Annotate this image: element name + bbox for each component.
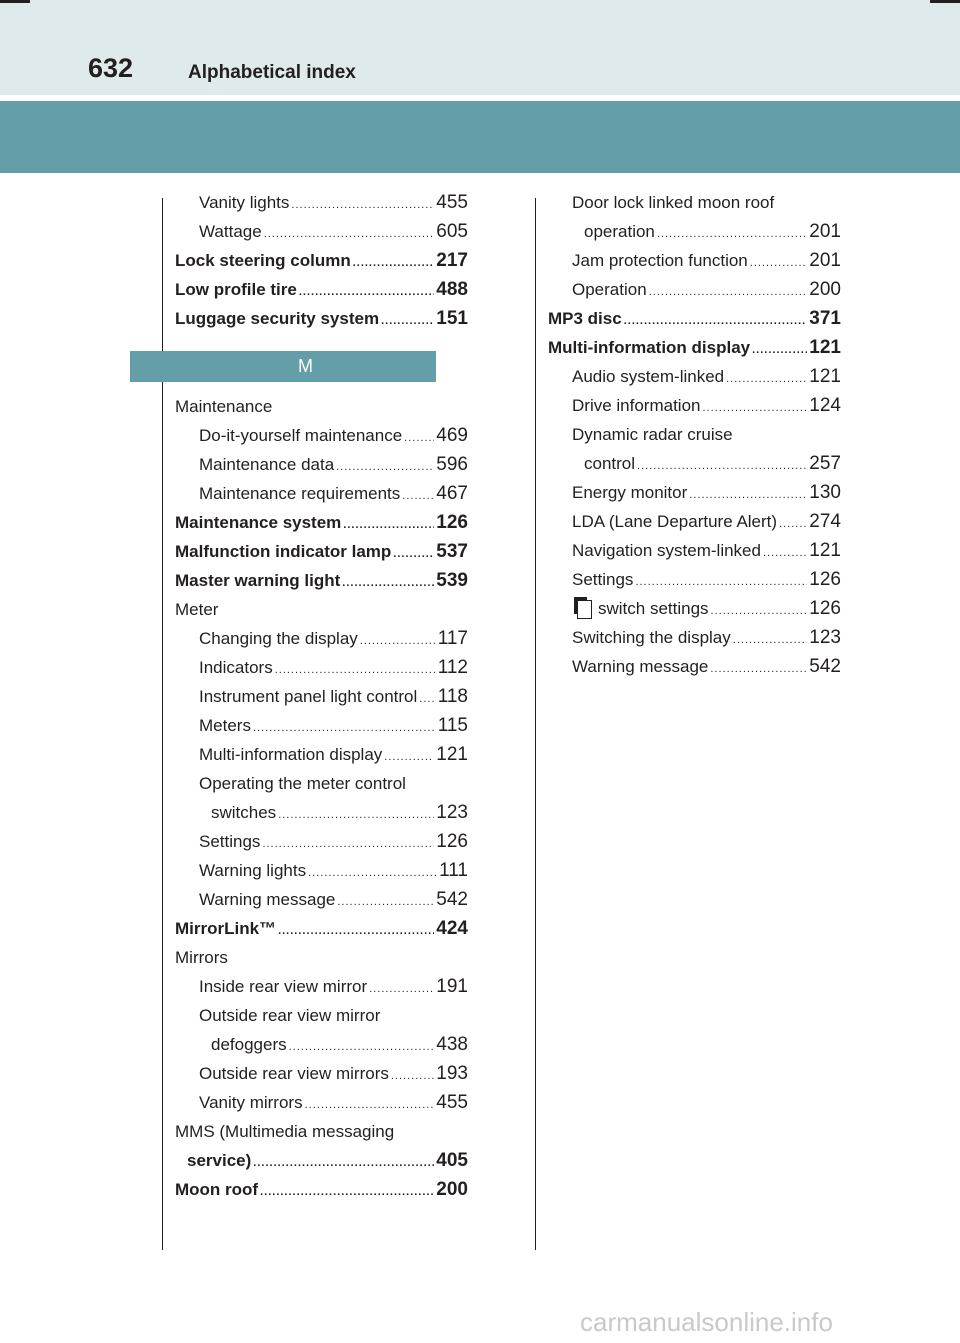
entries-m-continued [548, 188, 841, 681]
index-entry[interactable] [548, 333, 841, 362]
index-entry[interactable] [548, 536, 841, 565]
leader-dots [275, 656, 436, 685]
index-entry-text: Meter [175, 600, 219, 619]
index-entry[interactable] [548, 565, 841, 594]
index-entry[interactable] [175, 275, 468, 304]
index-entry-page[interactable]: 126 [436, 512, 468, 533]
index-entry-text: Navigation system-linked [572, 541, 761, 560]
index-entry-page[interactable]: 151 [436, 308, 468, 329]
leader-dots [711, 597, 808, 626]
header-band [0, 0, 960, 95]
index-entry[interactable] [175, 856, 468, 885]
leader-dots [253, 1149, 434, 1178]
leader-dots [624, 307, 808, 336]
index-entry-page[interactable]: 121 [436, 744, 468, 765]
index-entry[interactable] [548, 304, 841, 333]
index-entry-text: Vanity lights [199, 193, 290, 212]
index-entry-text: Vanity mirrors [199, 1093, 303, 1112]
index-entry[interactable] [175, 450, 468, 479]
index-entry[interactable] [548, 391, 841, 420]
index-entry-text: Jam protection function [572, 251, 748, 270]
index-column-left [175, 188, 468, 1204]
index-entry[interactable] [175, 711, 468, 740]
index-entry-text: Settings [572, 570, 634, 589]
index-entry-page[interactable]: 469 [436, 425, 468, 446]
index-entry-page[interactable]: 424 [436, 918, 468, 939]
index-entry[interactable] [548, 275, 841, 304]
index-entry-text: MMS (Multimedia messaging [175, 1122, 395, 1141]
index-entry [175, 1117, 468, 1146]
index-entry-text: Multi-information display [548, 338, 751, 357]
leader-dots [264, 220, 435, 249]
leader-dots [763, 539, 807, 568]
index-entry[interactable] [548, 594, 841, 623]
index-entry[interactable] [175, 885, 468, 914]
index-entry-text: Operating the meter control [199, 774, 406, 793]
index-entry-text: Maintenance requirements [199, 484, 401, 503]
index-entry-text: Audio system-linked [572, 367, 725, 386]
index-entry[interactable] [548, 507, 841, 536]
index-entry-page[interactable]: 371 [809, 308, 841, 329]
index-entry-text: Low profile tire [175, 280, 297, 299]
index-entry[interactable] [175, 1088, 468, 1117]
leader-dots [278, 917, 434, 946]
index-entry[interactable] [175, 246, 468, 275]
index-entry-page[interactable]: 488 [436, 279, 468, 300]
leader-dots [726, 365, 807, 394]
index-entry-page[interactable]: 117 [437, 628, 468, 649]
leader-dots [369, 975, 434, 1004]
index-entry-page[interactable]: 274 [809, 511, 841, 532]
index-entry-text: service) [187, 1151, 252, 1170]
index-entry[interactable] [548, 449, 841, 478]
index-entry-text: operation [584, 222, 655, 241]
leader-dots [260, 1178, 434, 1207]
index-entry[interactable] [175, 798, 468, 827]
index-entry[interactable] [175, 827, 468, 856]
index-entry-text: Meters [199, 716, 251, 735]
index-entry-text: Warning message [572, 657, 709, 676]
index-entry-page[interactable]: 201 [809, 221, 841, 242]
index-entry-page[interactable]: 200 [436, 1179, 468, 1200]
index-entry [175, 769, 468, 798]
chapter-band [0, 101, 960, 173]
leader-dots [381, 307, 434, 336]
index-entry [175, 595, 468, 624]
index-entry-text: Maintenance system [175, 513, 342, 532]
index-entry-text: Maintenance [175, 397, 273, 416]
leader-dots [337, 888, 434, 917]
index-entry-page[interactable]: 217 [436, 250, 468, 271]
index-entry[interactable] [175, 217, 468, 246]
index-entry-text: Inside rear view mirror [199, 977, 368, 996]
index-entry-page[interactable]: 542 [809, 656, 841, 677]
index-entry-text: Outside rear view mirror [199, 1006, 381, 1025]
index-entry-text: Moon roof [175, 1180, 259, 1199]
entries-before-m [175, 188, 468, 333]
index-entry [175, 392, 468, 421]
index-entry[interactable] [175, 537, 468, 566]
leader-dots [393, 540, 434, 569]
crop-mark-right [930, 0, 960, 3]
index-entry-text: Door lock linked moon roof [572, 193, 775, 212]
leader-dots [299, 278, 434, 307]
leader-dots [404, 424, 434, 453]
index-entry-text: control [584, 454, 636, 473]
index-entry[interactable] [175, 508, 468, 537]
index-entry-page[interactable]: 124 [809, 395, 841, 416]
leader-dots [308, 859, 437, 888]
index-entry-page[interactable]: 200 [809, 279, 841, 300]
index-entry-text: Instrument panel light control [199, 687, 418, 706]
leader-dots [710, 655, 807, 684]
index-entry-text: Operation [572, 280, 647, 299]
leader-dots [750, 249, 808, 278]
index-entry-page[interactable]: 121 [809, 540, 841, 561]
index-entry-text: Maintenance data [199, 455, 335, 474]
index-entry[interactable] [175, 740, 468, 769]
index-entry-page[interactable]: 467 [436, 483, 468, 504]
index-entry-page[interactable]: 455 [436, 192, 468, 213]
index-entry-page[interactable]: 191 [436, 976, 468, 997]
index-entry-text: Wattage [199, 222, 262, 241]
index-entry-page[interactable]: 537 [436, 541, 468, 562]
index-entry-text: Malfunction indicator lamp [175, 542, 392, 561]
index-entry-text: Warning lights [199, 861, 307, 880]
index-entry [175, 1001, 468, 1030]
index-entry-text: Mirrors [175, 948, 228, 967]
index-entry-text: defoggers [211, 1035, 287, 1054]
index-entry-text: Drive information [572, 396, 701, 415]
index-entry[interactable] [548, 362, 841, 391]
index-entry[interactable] [175, 914, 468, 943]
index-entry[interactable] [175, 1175, 468, 1204]
index-entry-page[interactable]: 257 [809, 453, 841, 474]
leader-dots [305, 1091, 435, 1120]
index-entry-text: LDA (Lane Departure Alert) [572, 512, 778, 531]
index-entry[interactable] [548, 652, 841, 681]
index-entry-text: Settings [199, 832, 261, 851]
index-entry[interactable] [175, 1059, 468, 1088]
index-entry-page[interactable]: 126 [809, 598, 841, 619]
index-entry-page[interactable]: 112 [437, 657, 468, 678]
leader-dots [342, 569, 434, 598]
index-entry[interactable] [175, 624, 468, 653]
index-entry-page[interactable]: 542 [436, 889, 468, 910]
index-entry[interactable] [175, 188, 468, 217]
column-rule-right [535, 198, 536, 1250]
index-entry-page[interactable]: 118 [437, 686, 468, 707]
index-entry [548, 420, 841, 449]
index-entry-page[interactable]: 605 [436, 221, 468, 242]
leader-dots [649, 278, 808, 307]
leader-dots [353, 249, 435, 278]
index-entry[interactable] [175, 653, 468, 682]
index-entry-page[interactable]: 405 [436, 1150, 468, 1171]
index-entry-page[interactable]: 121 [809, 366, 841, 387]
index-entry-page[interactable]: 596 [436, 454, 468, 475]
index-entry-text: Outside rear view mirrors [199, 1064, 389, 1083]
index-entry-text: Energy monitor [572, 483, 688, 502]
crop-mark-left [0, 0, 30, 3]
index-entry[interactable] [175, 304, 468, 333]
index-entry [548, 188, 841, 217]
index-entry-text: MirrorLink™ [175, 919, 277, 938]
leader-dots [336, 453, 434, 482]
index-entry-text: Luggage security system [175, 309, 380, 328]
index-entry-text: Indicators [199, 658, 273, 677]
index-entry[interactable] [175, 479, 468, 508]
leader-dots [262, 830, 434, 859]
index-entry-text: Dynamic radar cruise [572, 425, 733, 444]
index-entry[interactable] [175, 1146, 468, 1175]
index-entry-page[interactable]: 455 [436, 1092, 468, 1113]
index-entry[interactable] [548, 623, 841, 652]
leader-dots [637, 452, 807, 481]
index-entry-page[interactable]: 123 [809, 627, 841, 648]
index-entry-text: Changing the display [199, 629, 358, 648]
index-column-right [548, 188, 841, 681]
index-entry-page[interactable]: 115 [437, 715, 468, 736]
page-title: Alphabetical index [188, 62, 356, 83]
leader-dots [402, 482, 434, 511]
leader-dots [391, 1062, 434, 1091]
leader-dots [752, 336, 807, 365]
leader-dots [703, 394, 808, 423]
index-entry-text: Switching the display [572, 628, 731, 647]
leader-dots [278, 801, 434, 830]
index-entry[interactable] [548, 217, 841, 246]
index-entry-page[interactable]: 126 [809, 569, 841, 590]
index-entry-text: Lock steering column [175, 251, 351, 270]
section-header-m: M [130, 351, 436, 382]
leader-dots [360, 627, 436, 656]
leader-dots [779, 510, 807, 539]
watermark: carmanualsonline.info [580, 1307, 833, 1337]
leader-dots [289, 1033, 435, 1062]
book-icon [572, 597, 590, 617]
index-entry[interactable] [175, 682, 468, 711]
index-entry-page[interactable]: 111 [439, 860, 468, 881]
leader-dots [635, 568, 807, 597]
index-entry[interactable] [175, 972, 468, 1001]
index-entry-text: Multi-information display [199, 745, 383, 764]
leader-dots [419, 685, 435, 714]
index-entry[interactable] [175, 566, 468, 595]
leader-dots [689, 481, 807, 510]
index-entry[interactable] [548, 246, 841, 275]
page-number: 632 [88, 53, 134, 83]
index-entry[interactable] [548, 478, 841, 507]
index-entry-text: switches [211, 803, 277, 822]
index-entry-text: Master warning light [175, 571, 341, 590]
index-entry-page[interactable]: 438 [436, 1034, 468, 1055]
leader-dots [733, 626, 808, 655]
index-entry-text: MP3 disc [548, 309, 622, 328]
index-entry-page[interactable]: 130 [809, 482, 841, 503]
index-entry-page[interactable]: 193 [436, 1063, 468, 1084]
leader-dots [343, 511, 434, 540]
index-entry-text: Warning message [199, 890, 336, 909]
index-entry [175, 943, 468, 972]
index-entry[interactable] [175, 1030, 468, 1059]
index-entry[interactable] [175, 421, 468, 450]
index-entry-text: Do-it-yourself maintenance [199, 426, 403, 445]
index-entry-page[interactable]: 123 [436, 802, 468, 823]
leader-dots [657, 220, 807, 249]
leader-dots [291, 191, 434, 220]
index-entry-page[interactable]: 201 [809, 250, 841, 271]
leader-dots [384, 743, 434, 772]
index-entry-page[interactable]: 539 [436, 570, 468, 591]
index-entry-page[interactable]: 126 [436, 831, 468, 852]
leader-dots [253, 714, 436, 743]
index-entry-page[interactable]: 121 [809, 337, 841, 358]
index-entry-text: switch settings [598, 599, 709, 618]
entries-m [175, 392, 468, 1204]
